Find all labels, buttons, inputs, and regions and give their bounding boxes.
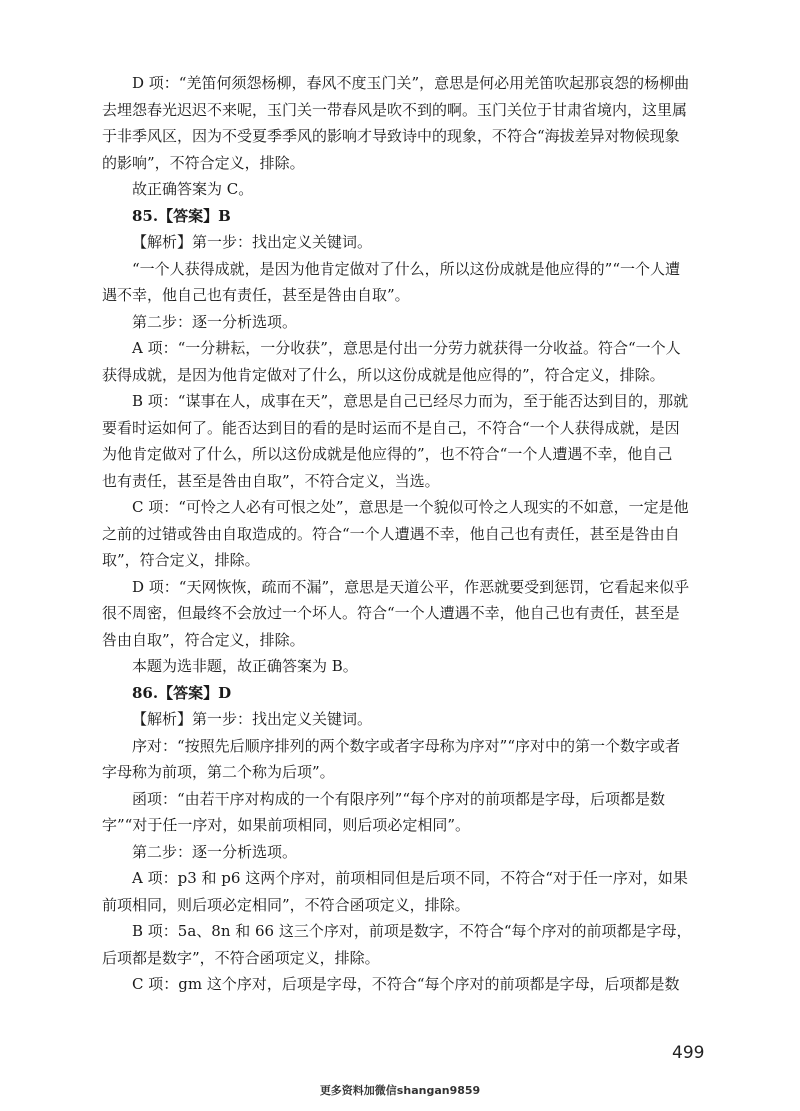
answer-explanation-text (102, 70, 720, 998)
text-line: 遇不幸，他自己也有责任，甚至是咎由自取”。 (102, 286, 410, 304)
text-line: 【解析】第一步：找出定义关键词。 (132, 233, 373, 251)
text-line: 85.【答案】B (132, 206, 231, 225)
footer-note: 更多资料加微信shangan9859 (319, 1084, 481, 1097)
text-line: 第二步：逐一分析选项。 (132, 312, 298, 331)
text-line: “一个人获得成就，是因为他肯定做对了什么，所以这份成就是他应得的”“一个人遭 (132, 259, 681, 278)
text-line: 很不周密，但最终不会放过一个坏人。符合“一个人遭遇不幸，他自己也有责任，甚至是 (102, 604, 680, 622)
text-line: 要看时运如何了。能否达到目的看的是时运而不是自己，不符合“一个人获得成就，是因 (102, 418, 680, 437)
text-line: 后项都是数字”，不符合函项定义，排除。 (102, 948, 380, 967)
text-line: 函项：“由若干序对构成的一个有限序列”“每个序对的前项都是字母，后项都是数 (132, 789, 666, 808)
text-line: 前项相同，则后项必定相同”，不符合函项定义，排除。 (102, 895, 470, 914)
text-line: 的影响”，不符合定义，排除。 (102, 153, 305, 172)
text-line: 取”，符合定义，排除。 (102, 551, 260, 569)
text-line: 86.【答案】D (132, 683, 232, 702)
text-line: 字母称为前项，第二个称为后项”。 (102, 763, 335, 781)
text-line: 也有责任，甚至是咎由自取”，不符合定义，当选。 (102, 471, 440, 490)
text-line: 第二步：逐一分析选项。 (132, 842, 298, 861)
text-line: A 项：p3 和 p6 这两个序对，前项相同但是后项不同，不符合“对于任一序对，如果 (132, 869, 688, 887)
text-line: 【解析】第一步：找出定义关键词。 (132, 710, 373, 728)
text-line: 获得成就，是因为他肯定做对了什么，所以这份成就是他应得的”，符合定义，排除。 (102, 365, 665, 384)
text-line: C 项：“可怜之人必有可恨之处”，意思是一个貌似可怜之人现实的不如意，一定是他 (132, 498, 689, 516)
text-line: A 项：“一分耕耘，一分收获”，意思是付出一分劳力就获得一分收益。符合“一个人 (132, 339, 681, 357)
text-line: 于非季风区，因为不受夏季季风的影响才导致诗中的现象，不符合“海拔差异对物候现象 (102, 127, 680, 145)
text-line: D 项：“天网恢恢，疏而不漏”，意思是天道公平，作恶就要受到惩罚，它看起来似乎 (132, 577, 690, 596)
text-line: D 项：“羌笛何须怨杨柳，春风不度玉门关”，意思是何必用羌笛吹起那哀怨的杨柳曲 (132, 74, 690, 92)
text-line: B 项：5a、8n 和 66 这三个序对，前项是数字，不符合“每个序对的前项都是字母， (132, 922, 692, 940)
text-line: 字”“对于任一序对，如果前项相同，则后项必定相同”。 (102, 816, 471, 834)
text-line: 序对：“按照先后顺序排列的两个数字或者字母称为序对”“序对中的第一个数字或者 (132, 736, 681, 755)
page-number: 499 (672, 1043, 705, 1063)
text-line: B 项：“谋事在人，成事在天”，意思是自己已经尽力而为，至于能否达到目的，那就 (132, 392, 689, 410)
text-line: 为他肯定做对了什么，所以这份成就是他应得的”，也不符合“一个人遭遇不幸，他自己 (102, 445, 673, 463)
text-line: 咎由自取”，符合定义，排除。 (102, 630, 305, 649)
text-line: 之前的过错或咎由自取造成的。符合“一个人遭遇不幸，他自己也有责任，甚至是咎由自 (102, 524, 680, 543)
text-line: C 项：gm 这个序对，后项是字母，不符合“每个序对的前项都是字母，后项都是数 (132, 975, 680, 993)
text-line: 去埋怨春光迟迟不来呢，玉门关一带春风是吹不到的啊。玉门关位于甘肃省境内，这里属 (102, 100, 688, 119)
text-line: 本题为选非题，故正确答案为 B。 (132, 657, 358, 675)
text-line: 故正确答案为 C。 (132, 180, 254, 198)
